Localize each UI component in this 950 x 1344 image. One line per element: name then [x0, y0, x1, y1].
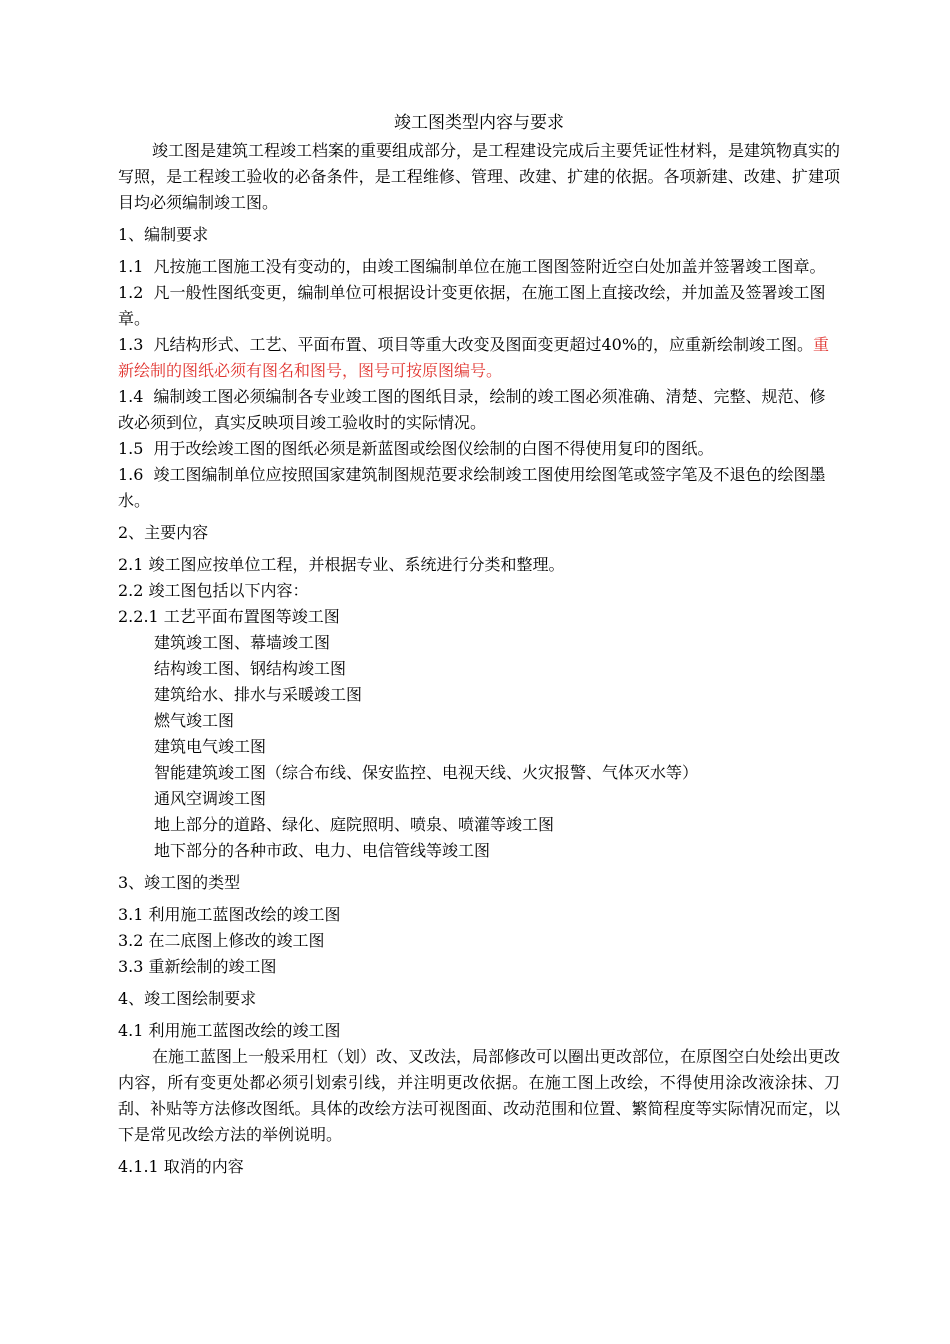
document-body — [118, 112, 840, 1180]
item-number: 1.1 — [118, 257, 144, 276]
item-2-2: 2.2 竣工图包括以下内容： — [118, 581, 309, 600]
item-4-1: 4.1 利用施工蓝图改绘的竣工图 — [118, 1021, 341, 1040]
item-text: 凡结构形式、工艺、平面布置、项目等重大改变及图面变更超过40%的，应重新绘制竣工图。 — [153, 335, 814, 354]
intro-paragraph: 竣工图是建筑工程竣工档案的重要组成部分，是工程建设完成后主要凭证性材料，是建筑物真实的写照，是工程竣工验收的必备条件，是工程维修、管理、改建、扩建的依据。各项新建、改建、扩建项目均必须编制竣工图。 — [118, 141, 841, 212]
item-1-3 — [118, 332, 840, 384]
document-title: 竣工图类型内容与要求 — [394, 113, 564, 133]
list-item: 建筑电气竣工图 — [154, 737, 267, 756]
item-2-2-1: 2.2.1 工艺平面布置图等竣工图 — [118, 607, 340, 626]
section-4-heading: 4、竣工图绘制要求 — [118, 989, 257, 1008]
item-number: 1.5 — [118, 439, 144, 458]
item-1-6 — [118, 462, 840, 514]
list-item: 地上部分的道路、绿化、庭院照明、喷泉、喷灌等竣工图 — [154, 815, 555, 834]
item-3-2: 3.2 在二底图上修改的竣工图 — [118, 931, 325, 950]
list-item: 建筑给水、排水与采暖竣工图 — [154, 685, 363, 704]
section-1-heading: 1、编制要求 — [118, 225, 209, 244]
list-item: 地下部分的各种市政、电力、电信管线等竣工图 — [154, 841, 491, 860]
item-3-1: 3.1 利用施工蓝图改绘的竣工图 — [118, 905, 341, 924]
item-text: 竣工图编制单位应按照国家建筑制图规范要求绘制竣工图使用绘图笔或签字笔及不退色的绘图墨水。 — [118, 465, 826, 510]
list-item: 智能建筑竣工图（综合布线、保安监控、电视天线、火灾报警、气体灭水等） — [154, 763, 699, 782]
item-4-1-1: 4.1.1 取消的内容 — [118, 1157, 244, 1176]
highlighted-text: 重新绘制的图纸必须有图名和图号，图号可按原图编号。 — [118, 335, 830, 380]
item-number: 1.6 — [118, 465, 144, 484]
item-text: 用于改绘竣工图的图纸必须是新蓝图或绘图仪绘制的白图不得使用复印的图纸。 — [153, 439, 714, 458]
list-item: 建筑竣工图、幕墙竣工图 — [154, 633, 331, 652]
list-item: 结构竣工图、钢结构竣工图 — [154, 659, 347, 678]
list-item: 通风空调竣工图 — [154, 789, 267, 808]
item-number: 1.3 — [118, 335, 144, 354]
item-number: 1.4 — [118, 387, 144, 406]
item-number: 1.2 — [118, 283, 144, 302]
list-item: 燃气竣工图 — [154, 711, 235, 730]
item-text: 凡一般性图纸变更，编制单位可根据设计变更依据，在施工图上直接改绘，并加盖及签署竣工图章。 — [118, 283, 826, 328]
item-text: 编制竣工图必须编制各专业竣工图的图纸目录，绘制的竣工图必须准确、清楚、完整、规范、修改必须到位，真实反映项目竣工验收时的实际情况。 — [118, 387, 826, 432]
item-1-2 — [118, 280, 840, 332]
section-2-heading: 2、主要内容 — [118, 523, 209, 542]
item-1-4 — [118, 384, 840, 436]
item-1-5 — [118, 436, 840, 462]
section-3-heading: 3、竣工图的类型 — [118, 873, 241, 892]
item-text: 凡按施工图施工没有变动的，由竣工图编制单位在施工图图签附近空白处加盖并签署竣工图章。 — [153, 257, 826, 276]
item-3-3: 3.3 重新绘制的竣工图 — [118, 957, 277, 976]
item-1-1 — [118, 254, 840, 280]
item-2-1: 2.1 竣工图应按单位工程，并根据专业、系统进行分类和整理。 — [118, 555, 565, 574]
section-4-paragraph: 在施工蓝图上一般采用杠（划）改、叉改法，局部修改可以圈出更改部位，在原图空白处绘出更改内容，所有变更处都必须引划索引线，并注明更改依据。在施工图上改绘，不得使用涂改液涂抹、刀刮、补贴等方法修改图纸。具体的改绘方法可视图面、改动范围和位置、繁简程度等实际情况而定，以下是常见改绘方法的举例说明。 — [118, 1047, 841, 1144]
